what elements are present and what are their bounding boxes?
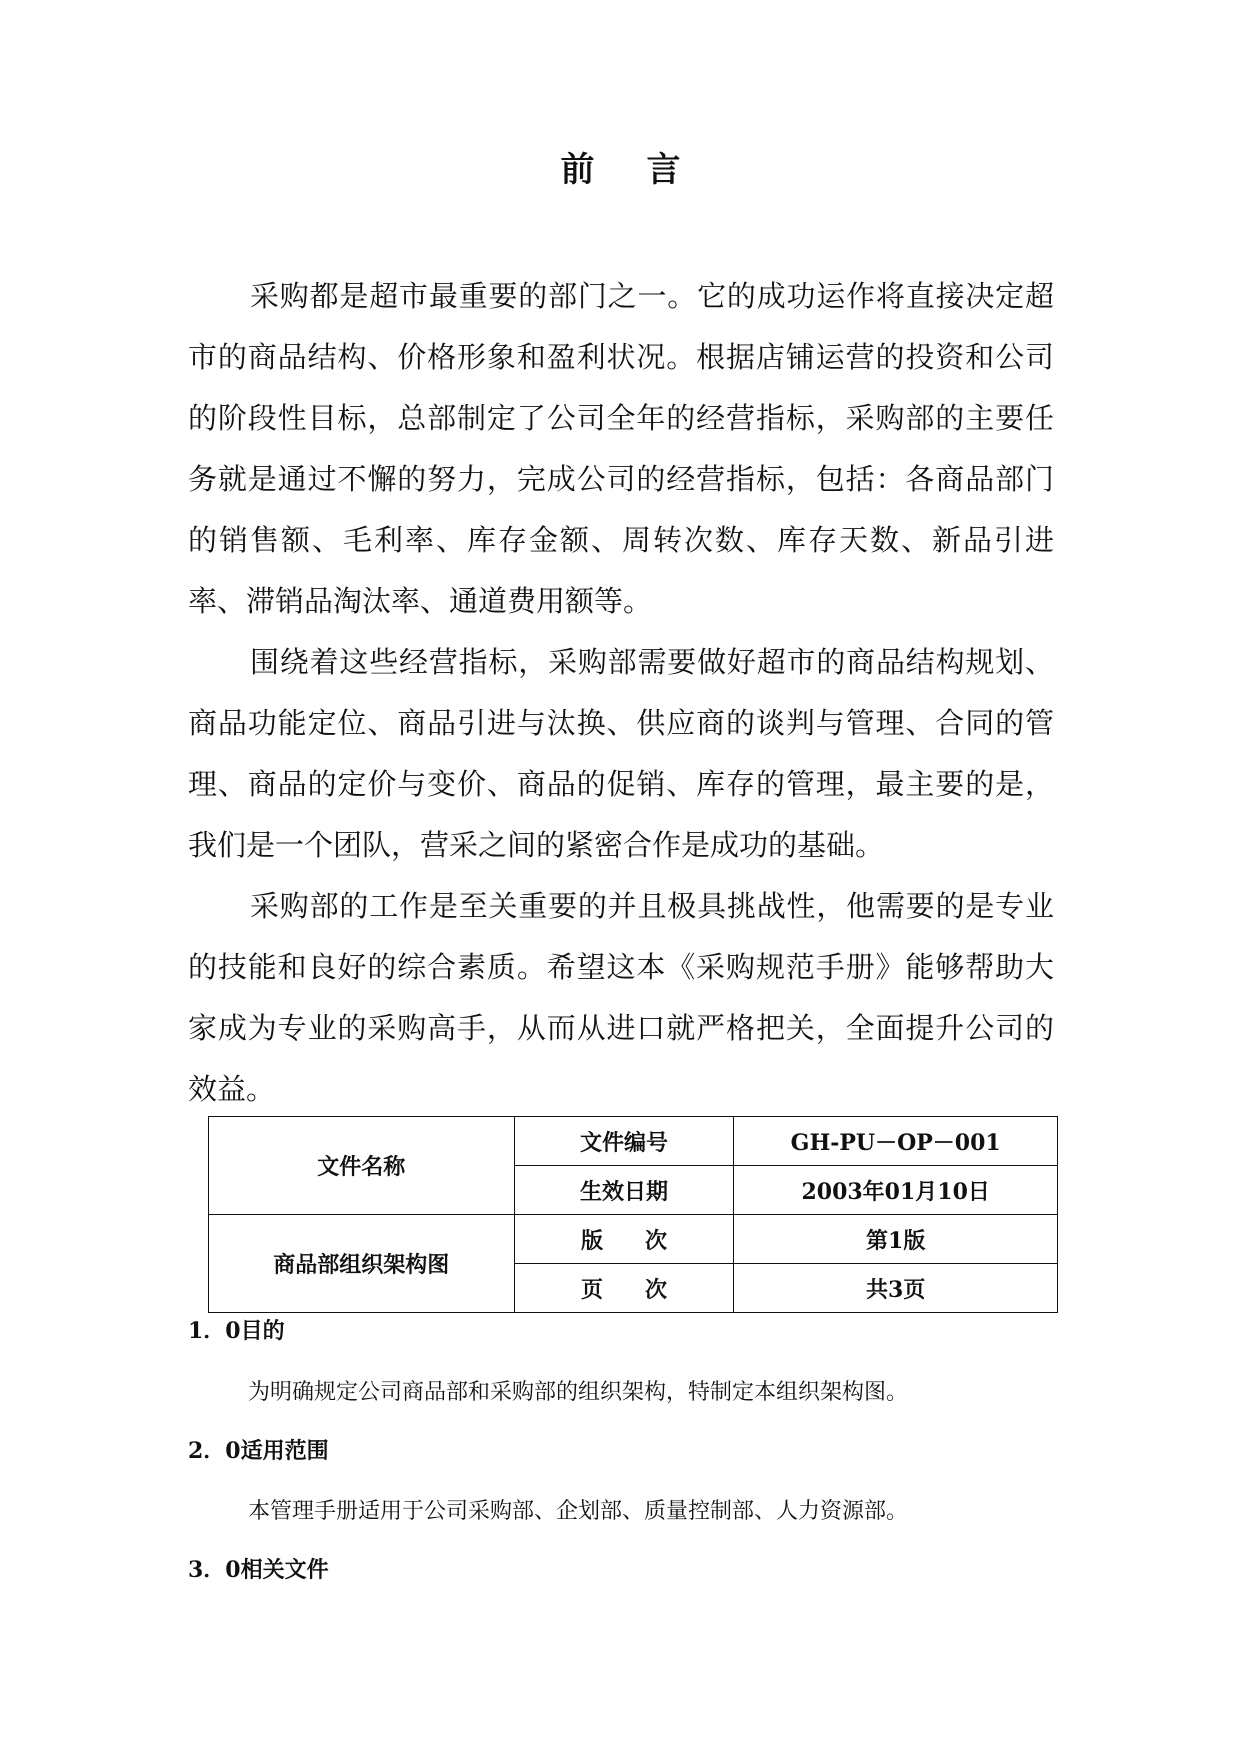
section-body-purpose: 为明确规定公司商品部和采购部的组织架构，特制定本组织架构图。 [248,1380,909,1405]
file-name-value: 商品部组织架构图 [209,1215,515,1313]
version-label: 版次 [514,1215,734,1264]
section-body-scope: 本管理手册适用于公司采购部、企划部、质量控制部、人力资源部。 [248,1499,909,1524]
section-heading-related-docs: 3．0相关文件 [188,1557,329,1583]
pages-label: 页次 [514,1264,734,1313]
document-info-table [208,1116,1058,1313]
doc-number-value: GH-PU－OP－001 [734,1117,1058,1166]
section-heading-scope: 2．0适用范围 [188,1438,329,1464]
effective-date-value: 2003年01月10日 [734,1166,1058,1215]
doc-number-label: 文件编号 [514,1117,734,1166]
section-heading-purpose: 1．0目的 [188,1318,285,1344]
preface-paragraph-2: 围绕着这些经营指标，采购部需要做好超市的商品结构规划、商品功能定位、商品引进与汰换、供应商的谈判与管理、合同的管理、商品的定价与变价、商品的促销、库存的管理，最主要的是，我们是一个团队，营采之间的紧密合作是成功的基础。 [188,645,1054,862]
preface-paragraph-3: 采购部的工作是至关重要的并且极具挑战性，他需要的是专业的技能和良好的综合素质。希望这本《采购规范手册》能够帮助大家成为专业的采购高手，从而从进口就严格把关，全面提升公司的效益。 [188,889,1054,1106]
preface-text [188,266,1054,1120]
page-title: 前言 [560,150,733,190]
pages-value: 共3页 [734,1264,1058,1313]
file-name-label: 文件名称 [209,1117,515,1215]
effective-date-label: 生效日期 [514,1166,734,1215]
preface-paragraph-1: 采购都是超市最重要的部门之一。它的成功运作将直接决定超市的商品结构、价格形象和盈利状况。根据店铺运营的投资和公司的阶段性目标，总部制定了公司全年的经营指标，采购部的主要任务就是通过不懈的努力，完成公司的经营指标，包括：各商品部门的销售额、毛利率、库存金额、周转次数、库存天数、新品引进率、滞销品淘汰率、通道费用额等。 [188,279,1054,618]
version-value: 第1版 [734,1215,1058,1264]
